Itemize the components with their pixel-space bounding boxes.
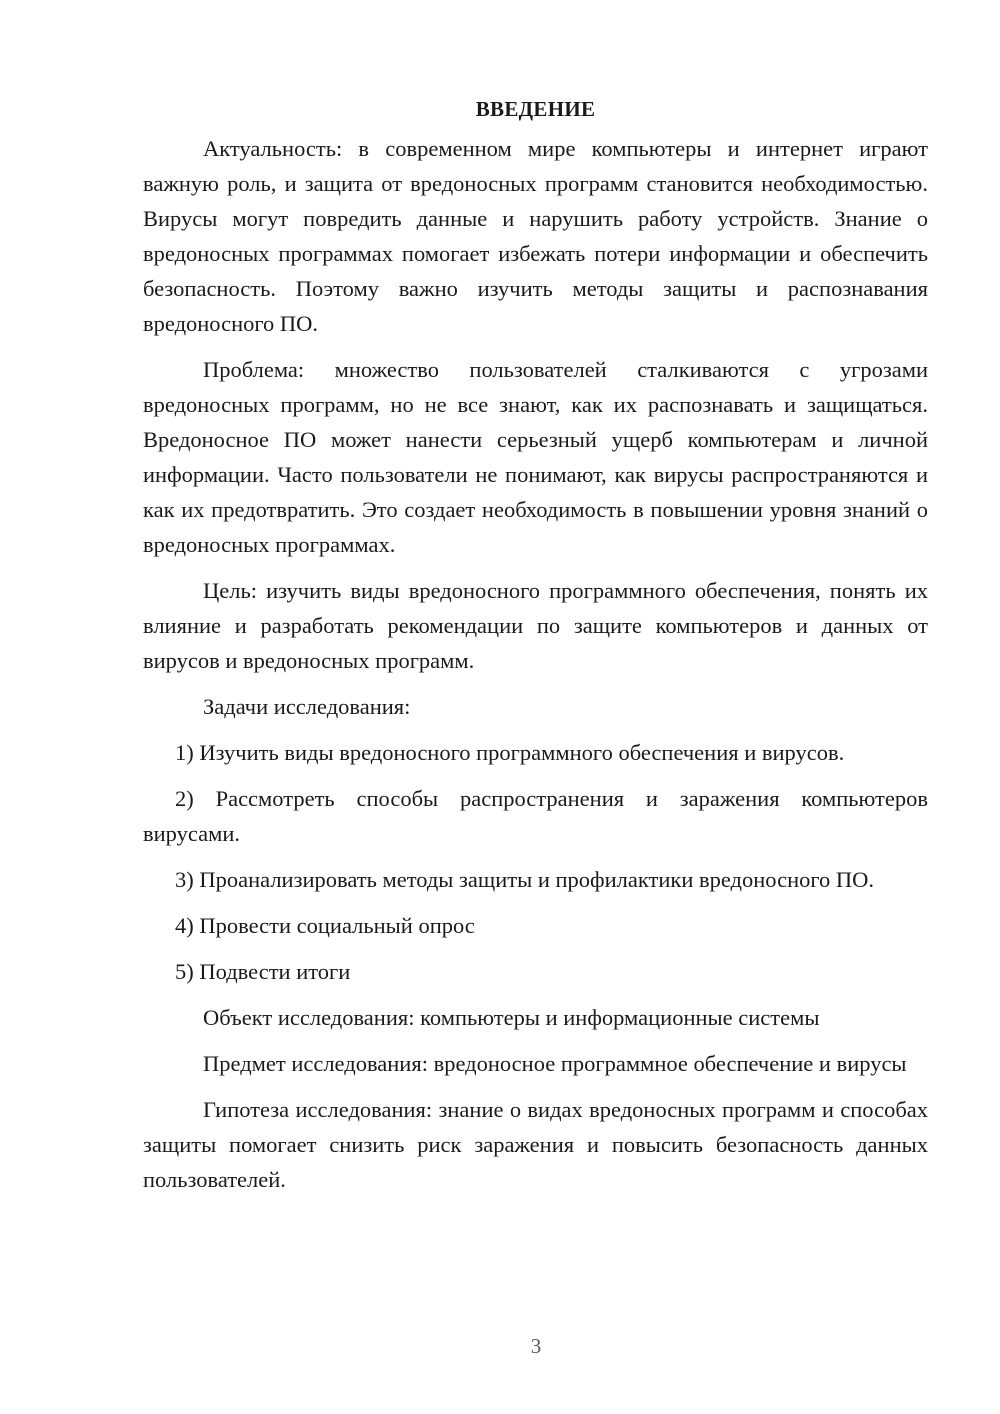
task-item-2: 2) Рассмотреть способы распространения и заражения компьютеров вирусами. bbox=[143, 786, 928, 846]
paragraph-subject: Предмет исследования: вредоносное программное обеспечение и вирусы bbox=[203, 1051, 907, 1076]
paragraph-goal: Цель: изучить виды вредоносного программного обеспечения, понять их влияние и разработать рекомендации по защите компьютеров и данных от вирусов и вредоносных программ. bbox=[143, 578, 928, 673]
paragraph-hypothesis: Гипотеза исследования: знание о видах вредоносных программ и способах защиты помогает снизить риск заражения и повысить безопасность данных пользователей. bbox=[143, 1097, 928, 1192]
paragraph-tasks-intro: Задачи исследования: bbox=[203, 694, 411, 719]
paragraph-object: Объект исследования: компьютеры и информационные системы bbox=[203, 1005, 820, 1030]
task-item-4: 4) Провести социальный опрос bbox=[175, 913, 475, 938]
task-item-3: 3) Проанализировать методы защиты и профилактики вредоносного ПО. bbox=[175, 867, 875, 892]
page-number: 3 bbox=[530, 1334, 542, 1358]
paragraph-relevance: Актуальность: в современном мире компьютеры и интернет играют важную роль, и защита от вредоносных программ становится необходимостью. Вирусы могут повредить данные и нарушить работу устройств. Знание о вредоносных программах помогает избежать потери информации и обеспечить безопасность. Поэтому важно изучить методы защиты и распознавания вредоносного ПО. bbox=[143, 136, 928, 336]
paragraph-problem: Проблема: множество пользователей сталкиваются с угрозами вредоносных программ, но не все знают, как их распознавать и защищаться. Вредоносное ПО может нанести серьезный ущерб компьютерам и личной информации. Часто пользователи не понимают, как вирусы распространяются и как их предотвратить. Это создает необходимость в повышении уровня знаний о вредоносных программах. bbox=[143, 357, 928, 557]
task-item-5: 5) Подвести итоги bbox=[175, 959, 351, 984]
page-content bbox=[143, 92, 928, 1208]
task-item-1: 1) Изучить виды вредоносного программного обеспечения и вирусов. bbox=[175, 740, 845, 765]
section-heading: ВВЕДЕНИЕ bbox=[475, 97, 596, 121]
